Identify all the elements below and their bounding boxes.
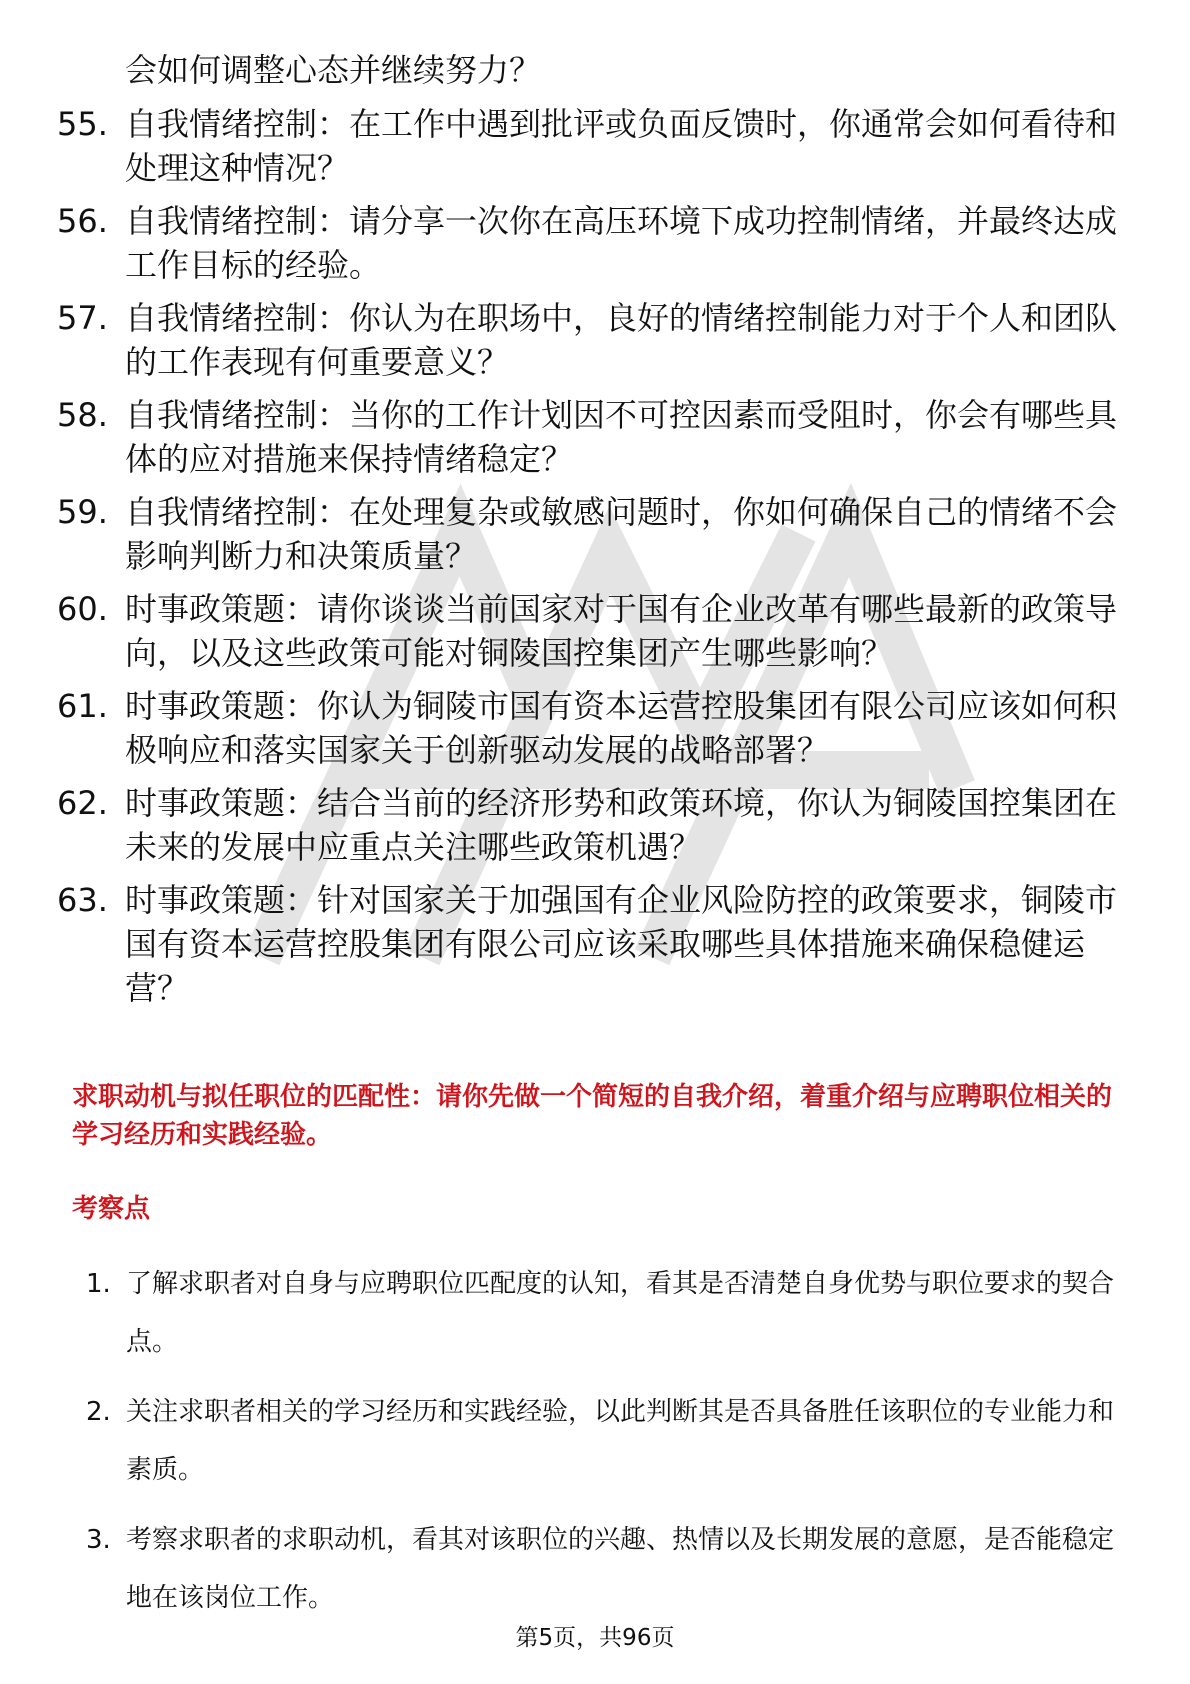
question-number: 57. bbox=[57, 299, 108, 337]
question-number: 55. bbox=[57, 105, 108, 143]
question-number: 59. bbox=[57, 493, 108, 531]
point-text: 了解求职者对自身与应聘职位匹配度的认知，看其是否清楚自身优势与职位要求的契合点。 bbox=[126, 1269, 1115, 1357]
question-text: 自我情绪控制：你认为在职场中，良好的情绪控制能力对于个人和团队的工作表现有何重要意义？ bbox=[125, 299, 1118, 381]
question-number: 61. bbox=[57, 687, 108, 725]
point-number: 3. bbox=[86, 1525, 111, 1555]
point-number: 1. bbox=[86, 1269, 111, 1299]
question-number: 63. bbox=[57, 881, 108, 919]
question-item bbox=[57, 490, 1117, 578]
question-item bbox=[57, 878, 1117, 1010]
point-text: 关注求职者相关的学习经历和实践经验，以此判断其是否具备胜任该职位的专业能力和素质。 bbox=[126, 1397, 1115, 1485]
assessment-point bbox=[86, 1255, 1126, 1371]
question-text: 时事政策题：结合当前的经济形势和政策环境，你认为铜陵国控集团在未来的发展中应重点关注哪些政策机遇？ bbox=[125, 784, 1118, 866]
question-text: 自我情绪控制：当你的工作计划因不可控因素而受阻时，你会有哪些具体的应对措施来保持情绪稳定？ bbox=[125, 396, 1118, 478]
question-number: 56. bbox=[57, 202, 108, 240]
continuation-line: 会如何调整心态并继续努力？ bbox=[125, 51, 542, 89]
question-item bbox=[57, 587, 1117, 675]
question-item bbox=[57, 684, 1117, 772]
question-item bbox=[57, 296, 1117, 384]
point-number: 2. bbox=[86, 1397, 111, 1427]
question-number: 58. bbox=[57, 396, 108, 434]
question-item bbox=[57, 781, 1117, 869]
point-text: 考察求职者的求职动机，看其对该职位的兴趣、热情以及长期发展的意愿，是否能稳定地在该岗位工作。 bbox=[126, 1525, 1115, 1613]
question-text: 自我情绪控制：在工作中遇到批评或负面反馈时，你通常会如何看待和处理这种情况？ bbox=[125, 105, 1118, 187]
page-footer: 第5页，共96页 bbox=[515, 1625, 675, 1651]
question-text: 时事政策题：你认为铜陵市国有资本运营控股集团有限公司应该如何积极响应和落实国家关于创新驱动发展的战略部署？ bbox=[125, 687, 1118, 769]
assessment-title: 考察点 bbox=[72, 1194, 151, 1224]
motivation-question-heading: 求职动机与拟任职位的匹配性：请你先做一个简短的自我介绍，着重介绍与应聘职位相关的学习经历和实践经验。 bbox=[72, 1082, 1113, 1150]
question-text: 时事政策题：请你谈谈当前国家对于国有企业改革有哪些最新的政策导向，以及这些政策可能对铜陵国控集团产生哪些影响？ bbox=[125, 590, 1118, 672]
question-text: 自我情绪控制：在处理复杂或敏感问题时，你如何确保自己的情绪不会影响判断力和决策质量？ bbox=[125, 493, 1118, 575]
question-number: 62. bbox=[57, 784, 108, 822]
question-text: 自我情绪控制：请分享一次你在高压环境下成功控制情绪，并最终达成工作目标的经验。 bbox=[125, 202, 1118, 284]
question-number: 60. bbox=[57, 590, 108, 628]
assessment-points-list bbox=[86, 1255, 1126, 1639]
question-list bbox=[57, 48, 1117, 1019]
question-text: 时事政策题：针对国家关于加强国有企业风险防控的政策要求，铜陵市国有资本运营控股集团有限公司应该采取哪些具体措施来确保稳健运营？ bbox=[125, 881, 1118, 1007]
assessment-point bbox=[86, 1511, 1126, 1627]
question-item bbox=[57, 102, 1117, 190]
assessment-point bbox=[86, 1383, 1126, 1499]
question-item bbox=[57, 393, 1117, 481]
question-item bbox=[57, 199, 1117, 287]
